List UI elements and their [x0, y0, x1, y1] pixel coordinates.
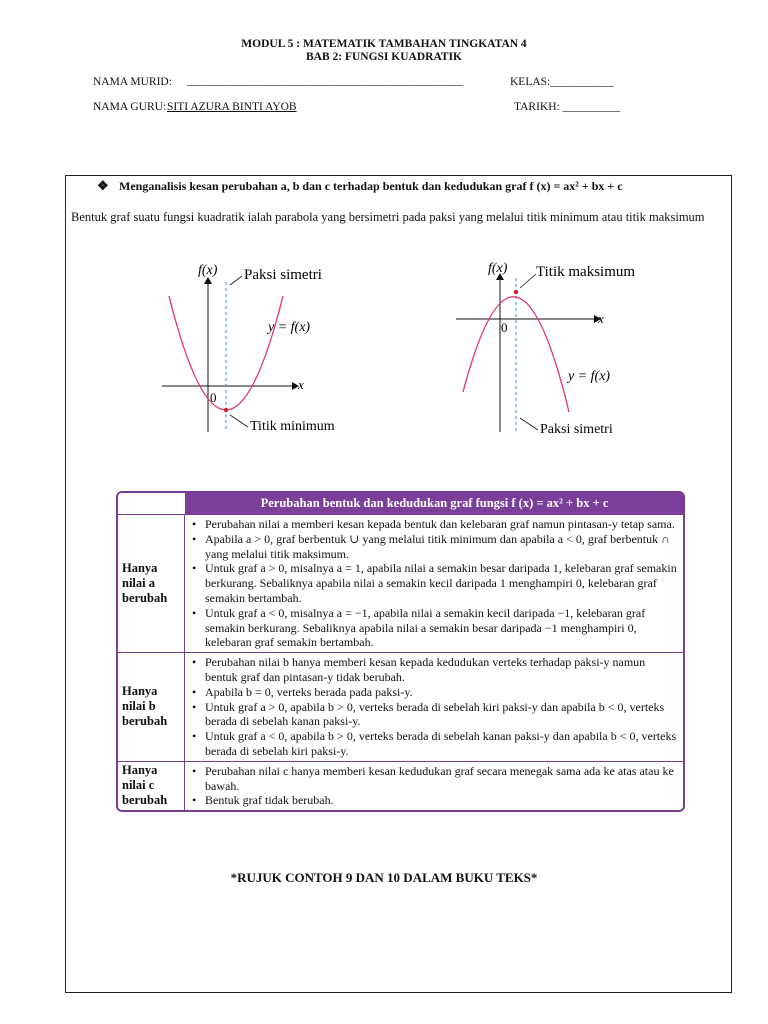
origin-label: 0	[210, 390, 217, 405]
maximum-parabola-graph	[450, 252, 670, 442]
fx-label: f(x)	[198, 263, 218, 278]
change-effects-table	[116, 491, 685, 812]
row-items	[185, 515, 683, 652]
list-item: • Apabila a > 0, graf berbentuk ∪ yang melalui titik minimum dan apabila a < 0, graf berbentuk ∩ yang melalui titik maksimum.	[205, 532, 677, 562]
table-header	[118, 493, 683, 514]
nama-murid-field[interactable]: ________________________________________________	[187, 75, 463, 87]
list-item: • Perubahan nilai a memberi kesan kepada bentuk dan kelebaran graf namun pintasan-y tetap sama.	[205, 517, 677, 532]
row-label: Hanya nilai c berubah	[118, 762, 185, 810]
chapter-title: BAB 2: FUNGSI KUADRATIK	[305, 51, 462, 63]
minimum-parabola-graph	[150, 252, 370, 442]
table-row	[118, 652, 683, 761]
table-row	[118, 761, 683, 810]
module-title: MODUL 5 : MATEMATIK TAMBAHAN TINGKATAN 4	[241, 38, 527, 50]
intro-paragraph: Bentuk graf suatu fungsi kuadratik ialah parabola yang bersimetri pada paksi yang melalui titik minimum atau titik maksimum	[71, 210, 705, 224]
symmetry-axis-label: Paksi simetri	[540, 422, 613, 437]
row-label: Hanya nilai b berubah	[118, 653, 185, 761]
list-item: • Untuk graf a > 0, apabila b > 0, verteks berada di sebelah kiri paksi-y dan apabila b < 0, verteks berada di sebelah kanan paksi-y.	[205, 700, 677, 730]
row-items	[185, 762, 683, 810]
list-item: • Apabila b = 0, verteks berada pada paksi-y.	[205, 685, 677, 700]
row-label: Hanya nilai a berubah	[118, 515, 185, 652]
table-title: Perubahan bentuk dan kedudukan graf fungsi f (x) = ax² + bx + c	[186, 493, 683, 514]
list-item: • Perubahan nilai c hanya memberi kesan kedudukan graf secara menegak sama ada ke atas atau ke bawah.	[205, 764, 677, 794]
nama-murid-label: NAMA MURID:	[93, 76, 172, 88]
curve-label: y = f(x)	[568, 369, 611, 384]
row-items	[185, 653, 683, 761]
symmetry-axis-label: Paksi simetri	[244, 267, 322, 283]
curve-label: y = f(x)	[268, 320, 311, 335]
minimum-point-label: Titik minimum	[250, 419, 335, 434]
table-row	[118, 514, 683, 652]
x-axis-label: x	[598, 311, 604, 326]
tarikh-field[interactable]: TARIKH: __________	[514, 101, 621, 113]
nama-guru-value: SITI AZURA BINTI AYOB	[167, 101, 297, 113]
minimum-point	[224, 408, 228, 412]
list-item: • Untuk graf a > 0, misalnya a = 1, apabila nilai a semakin besar daripada 1, kelebaran graf semakin berkurang. Sebaliknya apabila nilai a semakin kecil daripada 1 menghampiri 0, kelebaran graf semakin bertambah.	[205, 561, 677, 605]
nama-guru-label: NAMA GURU:	[93, 101, 167, 113]
origin-label: 0	[501, 320, 508, 335]
list-item: • Untuk graf a < 0, apabila b > 0, verteks berada di sebelah kanan paksi-y dan apabila b < 0, verteks berada di sebelah kiri paksi-y.	[205, 729, 677, 759]
fx-label: f(x)	[488, 261, 508, 276]
x-axis-label: x	[298, 377, 304, 392]
diamond-bullet-icon: ❖	[97, 178, 109, 193]
kelas-field[interactable]: KELAS:___________	[510, 76, 614, 88]
list-item: • Bentuk graf tidak berubah.	[205, 793, 677, 808]
list-item: • Perubahan nilai b hanya memberi kesan kepada kedudukan verteks terhadap paksi-y namun bentuk graf dan pintasan-y tidak berubah.	[205, 655, 677, 685]
textbook-reference-note: *RUJUK CONTOH 9 DAN 10 DALAM BUKU TEKS*	[230, 870, 538, 885]
section-heading: Menganalisis kesan perubahan a, b dan c terhadap bentuk dan kedudukan graf f (x) = ax² + bx + c	[119, 179, 623, 193]
list-item: • Untuk graf a < 0, misalnya a = −1, apabila nilai a semakin kecil daripada −1, kelebaran graf semakin berkurang. Sebaliknya apabila nilai a semakin besar daripada −1 menghampiri 0, kelebaran graf semakin bertambah.	[205, 606, 677, 650]
maximum-point	[514, 290, 518, 294]
maximum-point-label: Titik maksimum	[536, 264, 636, 280]
